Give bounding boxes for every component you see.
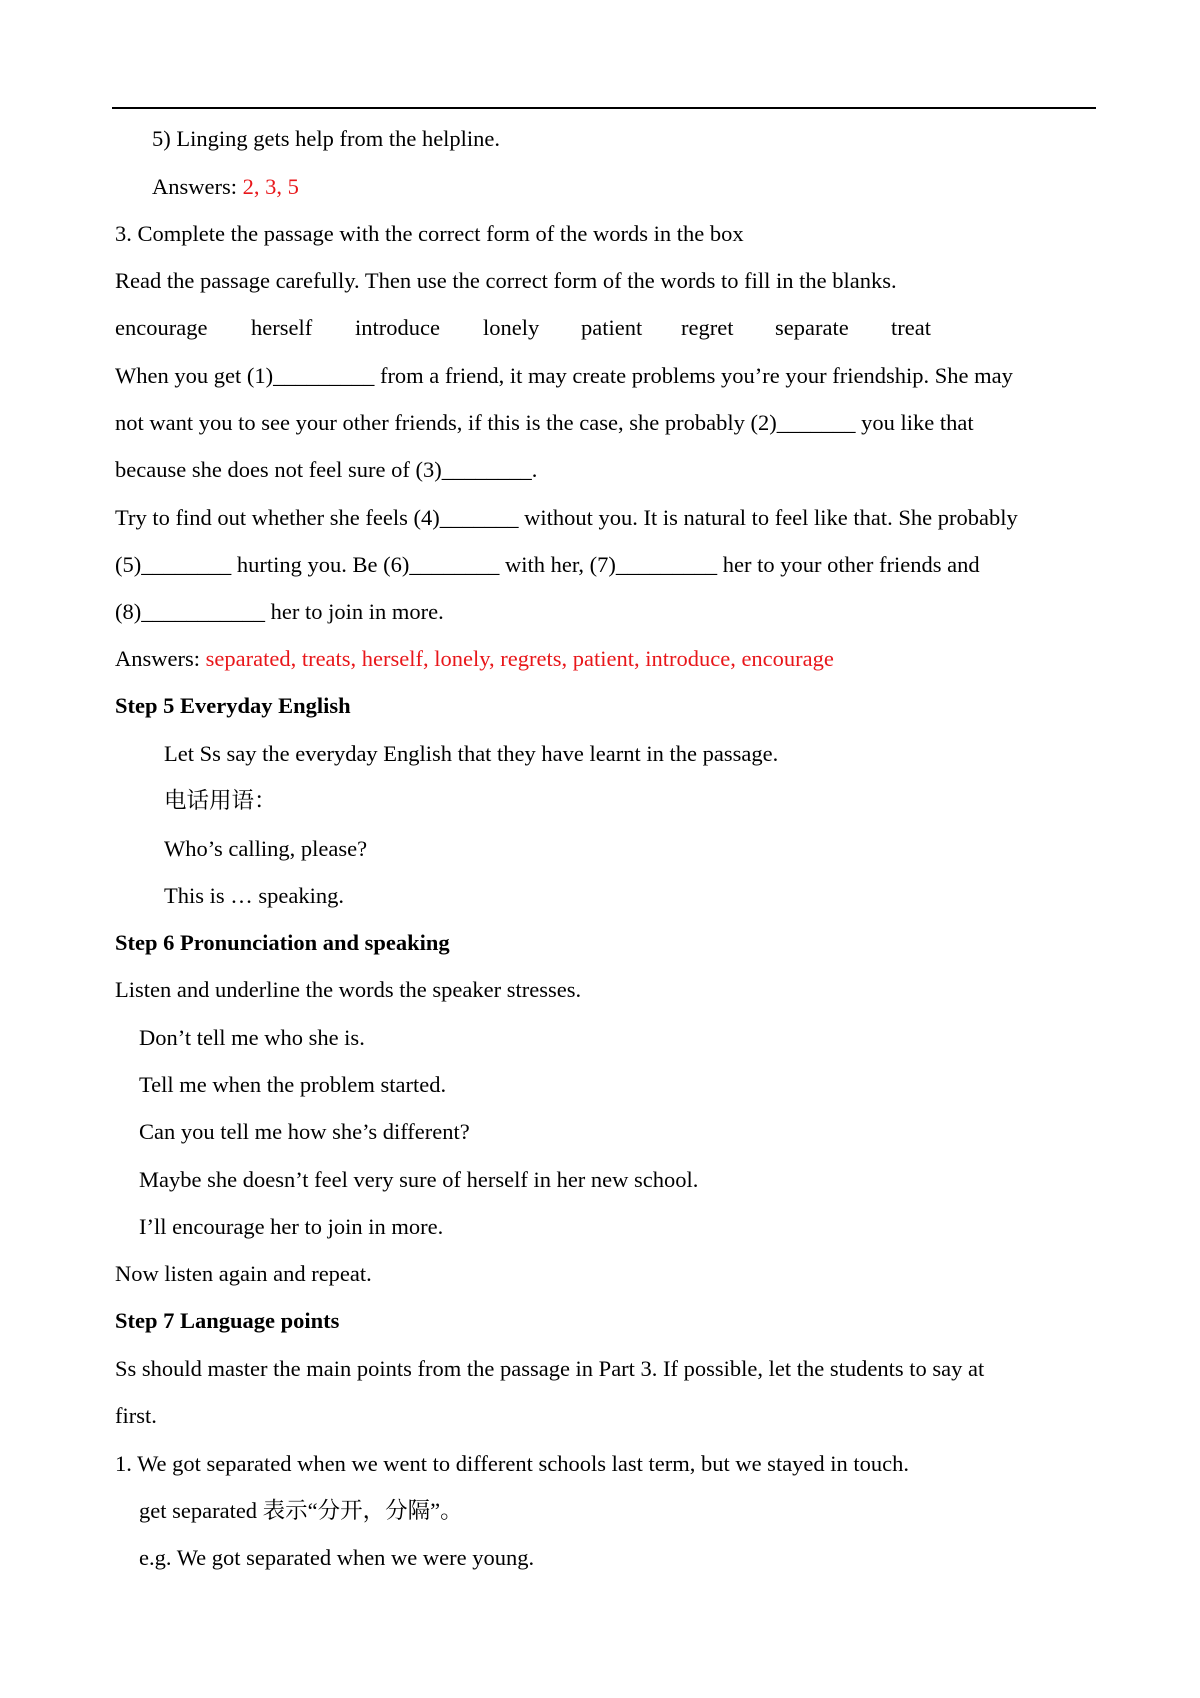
step-7-point: 1. We got separated when we went to different schools last term, but we stayed in touch. [115,1451,910,1476]
task-3-instruction: Read the passage carefully. Then use the correct form of the words to fill in the blanks. [115,268,897,293]
passage-line: not want you to see your other friends, if this is the case, she probably (2)_______ you like that [115,410,974,435]
step-7-text: first. [115,1403,157,1428]
answers-line-2 [115,645,834,673]
answers-value: 2, 3, 5 [242,174,299,199]
word-box-item: encourage [115,315,208,340]
word-box-item: treat [891,315,931,340]
passage-line: Try to find out whether she feels (4)_______ without you. It is natural to feel like that. She probably [115,505,1018,530]
step-6-sentence: I’ll encourage her to join in more. [139,1214,444,1239]
word-box-item: introduce [355,315,440,340]
word-box-item: regret [681,315,734,340]
answers-label: Answers: [115,646,206,671]
answers-label: Answers: [152,174,243,199]
step-7-note: get separated 表示“分开，分隔”。 [139,1498,463,1523]
step-7-heading: Step 7 Language points [115,1308,340,1333]
step-6-sentence: Can you tell me how she’s different? [139,1119,470,1144]
task-3-heading: 3. Complete the passage with the correct form of the words in the box [115,221,744,246]
step-6-sentence: Don’t tell me who she is. [139,1025,365,1050]
step-6-text: Now listen again and repeat. [115,1261,372,1286]
passage-line: (8)___________ her to join in more. [115,599,444,624]
step-5-text: 电话用语： [164,788,277,813]
passage-line: because she does not feel sure of (3)________. [115,457,538,482]
answers-line-1 [152,173,299,201]
answers-value: separated, treats, herself, lonely, regrets, patient, introduce, encourage [205,646,834,671]
step-5-text: Who’s calling, please? [164,836,368,861]
step-5-text: This is … speaking. [164,883,344,908]
step-6-sentence: Tell me when the problem started. [139,1072,447,1097]
word-box-item: patient [581,315,643,340]
statement-5: 5) Linging gets help from the helpline. [152,126,501,151]
step-6-sentence: Maybe she doesn’t feel very sure of herself in her new school. [139,1167,699,1192]
step-5-text: Let Ss say the everyday English that they have learnt in the passage. [164,741,779,766]
step-6-heading: Step 6 Pronunciation and speaking [115,930,450,955]
step-5-heading: Step 5 Everyday English [115,693,351,718]
word-box-item: lonely [483,315,540,340]
step-6-text: Listen and underline the words the speaker stresses. [115,977,582,1002]
passage-line: When you get (1)_________ from a friend, it may create problems you’re your friendship. She may [115,363,1013,388]
step-7-example: e.g. We got separated when we were young. [139,1545,535,1570]
header-rule [112,107,1096,109]
word-box-item: herself [251,315,313,340]
step-7-text: Ss should master the main points from the passage in Part 3. If possible, let the students to say at [115,1356,985,1381]
passage-line: (5)________ hurting you. Be (6)________ with her, (7)_________ her to your other friends and [115,552,980,577]
word-box-item: separate [775,315,849,340]
